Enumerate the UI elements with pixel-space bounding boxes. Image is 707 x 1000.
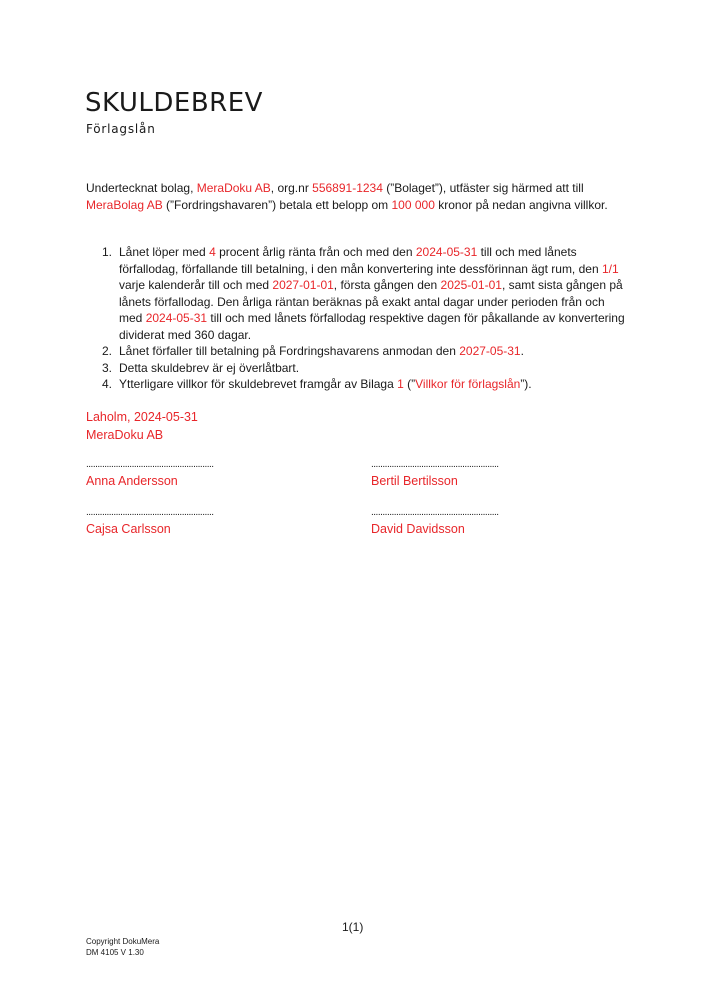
start-date-field: 2024-05-31 [145, 311, 208, 325]
term-number: 3. [102, 360, 113, 375]
pay-day-field: 1/1 [601, 261, 619, 276]
term-item [86, 376, 626, 393]
intro-text: (”Fordringshavaren”) betala ett belopp om [162, 197, 392, 212]
term-text: Lånet förfaller till betalning på Fordringshavarens anmodan den [119, 344, 460, 358]
company-field: MeraDoku AB [196, 181, 271, 195]
due-date-field: 2027-05-31 [459, 344, 521, 358]
term-item [86, 244, 626, 343]
term-number: 1. [102, 245, 113, 259]
intro-text: Undertecknat bolag, [86, 181, 197, 195]
term-text: Lånet löper med [119, 245, 210, 259]
signatory-name: Bertil Bertilsson [371, 474, 458, 488]
last-date-field: 2027-01-01 [272, 278, 334, 292]
term-text: , samt sista gången på lånets förfallodag. Den årliga räntan beräknas på exakt antal dagar under perioden från och med [119, 278, 623, 325]
term-number: 2. [102, 344, 113, 358]
appendix-number-field: 1 [397, 377, 404, 391]
intro-paragraph [86, 180, 626, 213]
term-text: ”). [520, 377, 532, 391]
term-text: Detta skuldebrev är ej överlåtbart. [119, 360, 300, 375]
signatory-name: Anna Andersson [86, 474, 178, 488]
terms-list [86, 244, 626, 393]
term-text: (” [403, 377, 416, 391]
term-text: Ytterligare villkor för skuldebrevet framgår av Bilaga [119, 377, 398, 391]
term-text: till och med lånets förfallodag, förfallande till betalning, i den mån konvertering inte dessförinnan ägt rum, den [119, 245, 602, 276]
rate-field: 4 [209, 245, 216, 259]
company-name: MeraDoku AB [86, 428, 164, 442]
signature-line: ........................................................ [86, 459, 214, 470]
signature-line: ........................................................ [86, 507, 214, 518]
first-date-field: 2025-01-01 [440, 278, 502, 292]
term-text: . [520, 344, 524, 358]
place-date: Laholm, 2024-05-31 [86, 410, 198, 424]
start-date-field: 2024-05-31 [415, 245, 478, 259]
copyright-text: Copyright DokuMera [86, 937, 160, 946]
signature-line: ........................................................ [371, 507, 499, 518]
intro-text: (”Bolaget”), utfäster sig härmed att till [382, 181, 584, 195]
term-item [86, 360, 626, 377]
amount-field: 100 000 [391, 197, 435, 212]
intro-text: , org.nr [270, 181, 313, 195]
signatory-name: Cajsa Carlsson [86, 522, 171, 536]
document-title: SKULDEBREV [85, 88, 263, 118]
term-text: till och med lånets förfallodag respektive dagen för påkallande av konvertering dividerat med 360 dagar. [119, 311, 625, 342]
place-date-block [86, 408, 198, 444]
page-number: 1(1) [342, 920, 364, 934]
term-text: , första gången den [333, 278, 441, 292]
creditor-field: MeraBolag AB [86, 197, 163, 212]
term-item [86, 343, 626, 360]
signature-line: ........................................................ [371, 459, 499, 470]
document-subtitle: Förlagslån [86, 122, 156, 136]
org-nr-field: 556891-1234 [312, 181, 383, 195]
version-text: DM 4105 V 1.30 [86, 947, 144, 957]
signatory-name: David Davidsson [371, 522, 465, 536]
term-text: procent årlig ränta från och med den [215, 245, 416, 259]
term-number: 4. [102, 377, 113, 391]
appendix-title-field: Villkor för förlagslån [415, 377, 521, 391]
term-text: varje kalenderår till och med [119, 278, 273, 292]
footer [86, 937, 159, 958]
intro-text: kronor på nedan angivna villkor. [434, 197, 608, 212]
